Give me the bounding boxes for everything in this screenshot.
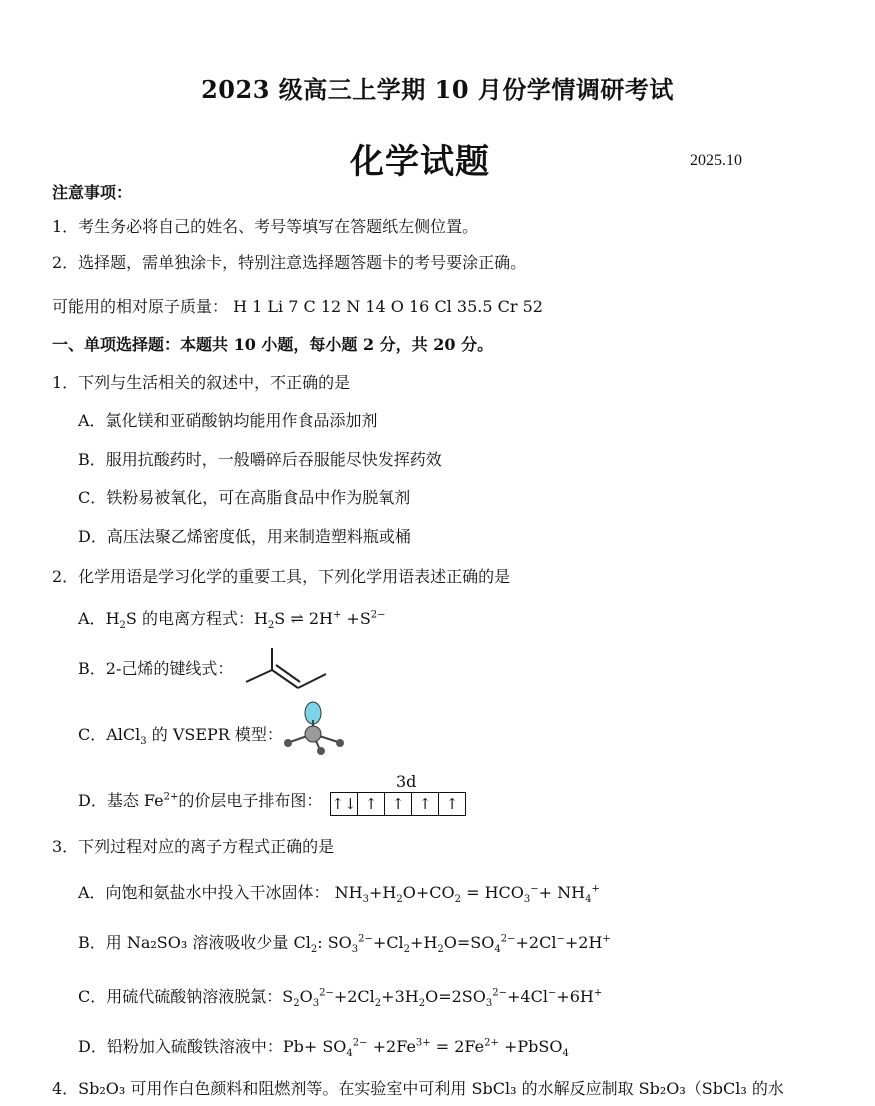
question-3-stem: 3．下列过程对应的离子方程式正确的是 [52,837,335,856]
question-1-option-c: C．铁粉易被氧化，可在高脂食品中作为脱氧剂 [78,488,411,507]
exam-title: 2023 级高三上学期 10 月份学情调研考试 [201,75,674,104]
question-1-option-d: D．高压法聚乙烯密度低，用来制造塑料瓶或桶 [78,527,411,546]
orbital-box-3: ↑ [385,793,412,815]
option-d-text-2: 的价层电子排布图： [178,791,323,810]
orbital-label: 3d [396,772,417,791]
option-a-text: A．向饱和氨盐水中投入干冰固体： [78,883,330,902]
option-d-text: D．基态 [78,791,139,810]
question-2-option-b: B．2-己烯的键线式： [78,659,234,678]
atomic-masses: 可能用的相对原子质量： H 1 Li 7 C 12 N 14 O 16 Cl 35.5 Cr 52 [52,297,543,316]
orbital-diagram [330,792,466,816]
question-2-option-a: A．$H_2S$ 的电离方程式：$H_2S$ ⇌ $2H^+ +S^{2-}$ [78,609,386,632]
option-a-label: A． [78,609,106,628]
vsepr-model-image [280,700,350,758]
skeletal-formula-image [242,640,332,696]
option-d-text: D．铅粉加入硫酸铁溶液中： [78,1037,283,1056]
subject-title: 化学试题 [350,142,490,182]
question-3-option-b: B．用 Na₂SO₃ 溶液吸收少量 $Cl_2$: $SO_3^{2-}+Cl_2+H_2O=SO_4^{2-}+2Cl^-+2H^+$ [78,933,611,956]
exam-date: 2025.10 [690,152,742,169]
question-2-stem: 2．化学用语是学习化学的重要工具，下列化学用语表述正确的是 [52,567,511,586]
option-c-label: C． [78,725,107,744]
question-1-stem: 1．下列与生活相关的叙述中，不正确的是 [52,373,351,392]
option-c-text: C．用硫代硫酸钠溶液脱氯： [78,987,283,1006]
orbital-box-4: ↑ [412,793,439,815]
question-4-stem: 4．Sb₂O₃ 可用作白色颜料和阻燃剂等。在实验室中可利用 SbCl₃ 的水解反应制取 Sb₂O₃（SbCl₃ 的水 [52,1079,784,1098]
notice-title: 注意事项： [52,183,133,202]
option-b-text: B．用 Na₂SO₃ 溶液吸收少量 [78,933,289,952]
question-1-option-b: B．服用抗酸药时，一般嚼碎后吞服能尽快发挥药效 [78,450,442,469]
notice-item-2: 2．选择题，需单独涂卡，特别注意选择题答题卡的考号要涂正确。 [52,253,527,272]
orbital-box-1: ↑↓ [331,795,357,813]
question-3-option-c: C．用硫代硫酸钠溶液脱氯：$S_2O_3^{2-}+2Cl_2+3H_2O=2SO_3^{2-}+4Cl^-+6H^+$ [78,987,603,1010]
question-1-option-a: A．氯化镁和亚硝酸钠均能用作食品添加剂 [78,411,378,430]
orbital-box-2: ↑ [358,793,385,815]
section-heading: 一、单项选择题：本题共 10 小题，每小题 2 分，共 20 分。 [52,335,494,354]
question-2-option-c: C．AlCl$_3$ 的 VSEPR 模型： [78,725,283,748]
question-3-option-d: D．铅粉加入硫酸铁溶液中：$Pb+ SO_4^{2-} +2Fe^{3+} = 2Fe^{2+}$ +PbSO$_4$ [78,1037,569,1060]
question-3-option-a: A．向饱和氨盐水中投入干冰固体： $NH_3+H_2O+CO_2 = HCO_3^-+ NH_4^+$ [78,883,600,906]
orbital-box-5: ↑ [445,795,459,813]
notice-item-1: 1．考生务必将自己的姓名、考号等填写在答题纸左侧位置。 [52,217,479,236]
question-2-option-d: D．基态 $Fe^{2+}$的价层电子排布图： [78,791,323,810]
option-c-text: 的 VSEPR 模型： [146,725,283,744]
